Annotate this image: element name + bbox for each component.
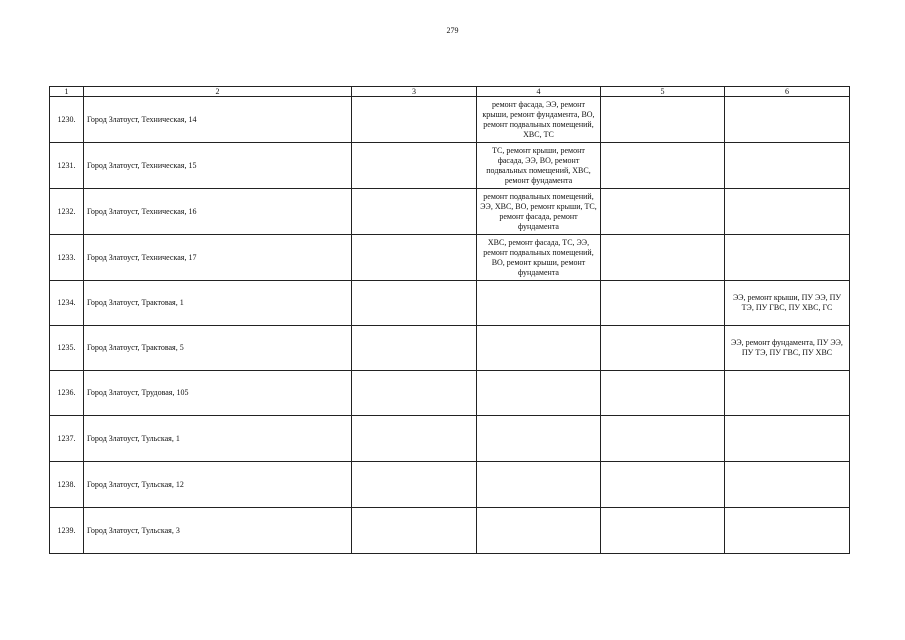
row-col6 — [725, 189, 850, 235]
row-col5 — [601, 326, 725, 371]
row-address: Город Златоуст, Трактовая, 5 — [84, 326, 352, 371]
row-col3 — [352, 235, 477, 281]
row-col3 — [352, 462, 477, 508]
row-col3 — [352, 189, 477, 235]
row-col6 — [725, 143, 850, 189]
row-col4: ХВС, ремонт фасада, ТС, ЭЭ, ремонт подвальных помещений, ВО, ремонт крыши, ремонт фундамента — [477, 235, 601, 281]
row-col4 — [477, 416, 601, 462]
row-col4: ремонт фасада, ЭЭ, ремонт крыши, ремонт фундамента, ВО, ремонт подвальных помещений, ХВС, ТС — [477, 97, 601, 143]
table-row — [50, 462, 850, 508]
row-col4 — [477, 462, 601, 508]
row-number: 1230. — [50, 97, 84, 143]
row-col3 — [352, 326, 477, 371]
table-row — [50, 371, 850, 416]
row-number: 1238. — [50, 462, 84, 508]
row-col4 — [477, 371, 601, 416]
row-address: Город Златоуст, Трактовая, 1 — [84, 281, 352, 326]
table-row — [50, 143, 850, 189]
row-col6 — [725, 371, 850, 416]
row-col4 — [477, 281, 601, 326]
row-col6 — [725, 462, 850, 508]
row-col4: ТС, ремонт крыши, ремонт фасада, ЭЭ, ВО, ремонт подвальных помещений, ХВС, ремонт фундамента — [477, 143, 601, 189]
row-col5 — [601, 235, 725, 281]
row-col3 — [352, 371, 477, 416]
row-col6 — [725, 97, 850, 143]
row-col3 — [352, 508, 477, 554]
row-col5 — [601, 371, 725, 416]
row-col3 — [352, 416, 477, 462]
row-col3 — [352, 281, 477, 326]
row-col5 — [601, 189, 725, 235]
row-col6 — [725, 235, 850, 281]
table-row — [50, 97, 850, 143]
row-address: Город Златоуст, Трудовая, 105 — [84, 371, 352, 416]
row-col5 — [601, 508, 725, 554]
row-col6: ЭЭ, ремонт крыши, ПУ ЭЭ, ПУ ТЭ, ПУ ГВС, ПУ ХВС, ГС — [725, 281, 850, 326]
row-address: Город Златоуст, Техническая, 16 — [84, 189, 352, 235]
row-address: Город Златоуст, Техническая, 17 — [84, 235, 352, 281]
row-address: Город Златоуст, Техническая, 15 — [84, 143, 352, 189]
column-header-4: 4 — [477, 87, 601, 97]
header-row — [50, 87, 850, 97]
row-number: 1235. — [50, 326, 84, 371]
row-number: 1236. — [50, 371, 84, 416]
row-address: Город Златоуст, Тульская, 12 — [84, 462, 352, 508]
row-col3 — [352, 97, 477, 143]
row-col4 — [477, 508, 601, 554]
row-number: 1233. — [50, 235, 84, 281]
register-table — [49, 86, 850, 554]
page-number: 279 — [446, 26, 459, 35]
table-row — [50, 508, 850, 554]
row-address: Город Златоуст, Тульская, 3 — [84, 508, 352, 554]
column-header-1: 1 — [50, 87, 84, 97]
row-col3 — [352, 143, 477, 189]
row-col6 — [725, 508, 850, 554]
row-col4 — [477, 326, 601, 371]
row-number: 1231. — [50, 143, 84, 189]
column-header-2: 2 — [84, 87, 352, 97]
row-col5 — [601, 462, 725, 508]
row-col6 — [725, 416, 850, 462]
row-number: 1237. — [50, 416, 84, 462]
column-header-5: 5 — [601, 87, 725, 97]
table-row — [50, 416, 850, 462]
row-number: 1234. — [50, 281, 84, 326]
column-header-6: 6 — [725, 87, 850, 97]
row-col5 — [601, 281, 725, 326]
row-address: Город Златоуст, Техническая, 14 — [84, 97, 352, 143]
row-number: 1232. — [50, 189, 84, 235]
table-row — [50, 235, 850, 281]
row-col5 — [601, 416, 725, 462]
row-col6: ЭЭ, ремонт фундамента, ПУ ЭЭ, ПУ ТЭ, ПУ ГВС, ПУ ХВС — [725, 326, 850, 371]
row-number: 1239. — [50, 508, 84, 554]
row-address: Город Златоуст, Тульская, 1 — [84, 416, 352, 462]
row-col5 — [601, 143, 725, 189]
table-row — [50, 281, 850, 326]
row-col5 — [601, 97, 725, 143]
row-col4: ремонт подвальных помещений, ЭЭ, ХВС, ВО, ремонт крыши, ТС, ремонт фасада, ремонт фундамента — [477, 189, 601, 235]
column-header-3: 3 — [352, 87, 477, 97]
table-row — [50, 189, 850, 235]
table-row — [50, 326, 850, 371]
